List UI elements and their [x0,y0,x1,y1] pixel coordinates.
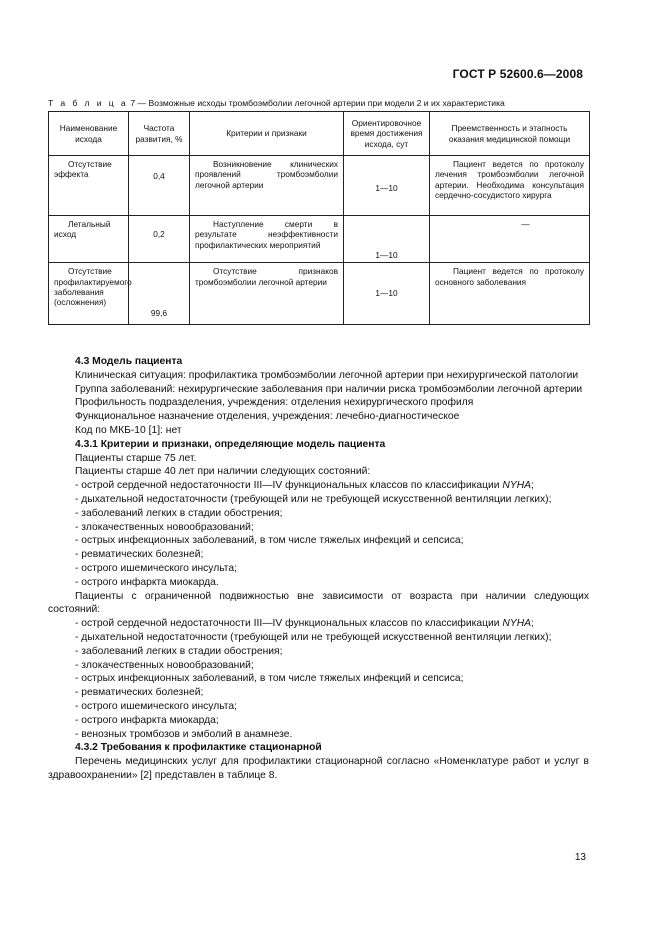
section-paragraph: Пациенты старше 40 лет при наличии следующих состояний: [75,466,371,478]
outcomes-table [48,111,590,325]
section-paragraph: - острого ишемического инсульта; [75,562,237,574]
section-paragraph: - венозных тромбозов и эмболий в анамнезе. [75,728,293,740]
cell-continuity [430,216,590,263]
table-row [49,156,590,216]
cell-frequency [129,263,190,325]
cell-time-text: 1—10 [375,288,398,299]
section-paragraph: - ревматических болезней; [75,549,204,561]
section-paragraph: - злокачественных новообразований; [75,521,254,533]
cell-criteria-text: Наступление смерти в результате неэффективности профилактических мероприятий [195,219,338,250]
section-paragraph: Пациенты с ограниченной подвижностью вне зависимости от возраста при наличии следующих состояний: [48,590,589,616]
section-paragraph: - острых инфекционных заболеваний, в том числе тяжелых инфекций и сепсиса; [75,673,464,685]
column-header-criteria: Критерии и признаки [190,112,344,156]
section-paragraph: - ревматических болезней; [75,687,204,699]
section-paragraph: - острых инфекционных заболеваний, в том числе тяжелых инфекций и сепсиса; [75,535,464,547]
cell-continuity-text: — [521,219,530,229]
section-paragraph: Профильность подразделения, учреждения: отделения нехирургического профиля [75,397,474,409]
table-caption-label: Т а б л и ц а [48,98,128,108]
column-header-outcome: Наименование исхода [49,112,129,156]
cell-criteria [190,263,344,325]
section-paragraph: - острого инфаркта миокарда; [75,714,219,726]
column-header-continuity: Преемственность и этапность оказания медицинской помощи [430,112,590,156]
cell-continuity [430,263,590,325]
section-paragraph: Функциональное назначение отделения, учреждения: лечебно-диагностическое [75,411,460,423]
cell-time [344,156,430,216]
cell-outcome-text: Отсутствие профилактируемого заболевания (осложнения) [54,266,132,308]
section-paragraph: Группа заболеваний: нехирургические заболевания при наличии риска тромбоэмболии легочной артерии [75,383,583,395]
section-paragraph: - острого инфаркта миокарда. [75,576,219,588]
section-paragraph: - дыхательной недостаточности (требующей или не требующей искусственной вентиляции легких); [75,631,552,643]
cell-time-text: 1—10 [375,250,398,260]
column-header-frequency: Частота развития, % [129,112,190,156]
section-paragraph: Клиническая ситуация: профилактика тромбоэмболии легочной артерии при нехирургической патологии [75,369,579,381]
cell-outcome-text: Отсутствие эффекта [54,159,112,180]
section-paragraph: - злокачественных новообразований; [75,659,254,671]
cell-frequency [129,216,190,263]
section-paragraph: - дыхательной недостаточности (требующей или не требующей искусственной вентиляции легких); [75,493,552,505]
section-paragraph: - острой сердечной недостаточности III—IV функциональных классов по классификации NYHA; [75,618,534,630]
cell-continuity [430,156,590,216]
cell-outcome [49,263,132,325]
cell-outcome [49,156,129,216]
cell-continuity-text: Пациент ведется по протоколу лечения тромбоэмболии легочной артерии. Необходима консультация сердечно-сосудистого хирурга [435,159,584,200]
section-paragraph: Код по МКБ-10 [1]: нет [75,424,182,436]
column-header-time: Ориентировочное время достижения исхода, сут [344,112,430,156]
cell-continuity-text: Пациент ведется по протоколу основного заболевания [435,266,584,287]
cell-frequency-text: 0,4 [153,171,165,181]
cell-criteria-text: Отсутствие признаков тромбоэмболии легочной артерии [195,266,338,287]
cell-criteria-text: Возникновение клинических проявлений тромбоэмболии легочной артерии [195,159,338,190]
table-caption-text: 7 — Возможные исходы тромбоэмболии легочной артерии при модели 2 и их характеристика [130,98,505,108]
section-paragraph: - заболеваний легких в стадии обострения; [75,507,283,519]
section-heading: 4.3.1 Критерии и признаки, определяющие модель пациента [75,438,386,450]
cell-frequency [129,156,190,216]
section-heading: 4.3 Модель пациента [75,356,183,367]
section-paragraph: - острого ишемического инсульта; [75,700,237,712]
cell-criteria [190,216,344,263]
section-paragraph: - острой сердечной недостаточности III—IV функциональных классов по классификации NYHA; [75,480,534,492]
cell-time [344,263,430,325]
section-paragraph: Пациенты старше 75 лет. [75,452,197,464]
table-row [49,216,590,263]
cell-outcome-text: Летальный исход [54,219,111,240]
section-paragraph: Перечень медицинских услуг для профилактики стационарной согласно «Номенклатуре работ и услуг в здравоохранении» [2] представлен в таблице 8. [48,756,589,781]
document-number: ГОСТ Р 52600.6—2008 [452,67,583,81]
section-heading: 4.3.2 Требования к профилактике стационарной [75,742,322,754]
cell-criteria [190,156,344,216]
section-body [48,355,589,783]
cell-outcome [49,216,129,263]
page-number: 13 [574,852,586,863]
table-header-row [49,112,590,156]
cell-frequency-text: 0,2 [153,229,165,239]
cell-time [344,216,430,263]
table-row [49,263,590,325]
table-caption [48,98,618,108]
cell-time-text: 1—10 [375,183,398,193]
cell-frequency-text: 99,6 [150,308,168,319]
section-paragraph: - заболеваний легких в стадии обострения; [75,645,283,657]
